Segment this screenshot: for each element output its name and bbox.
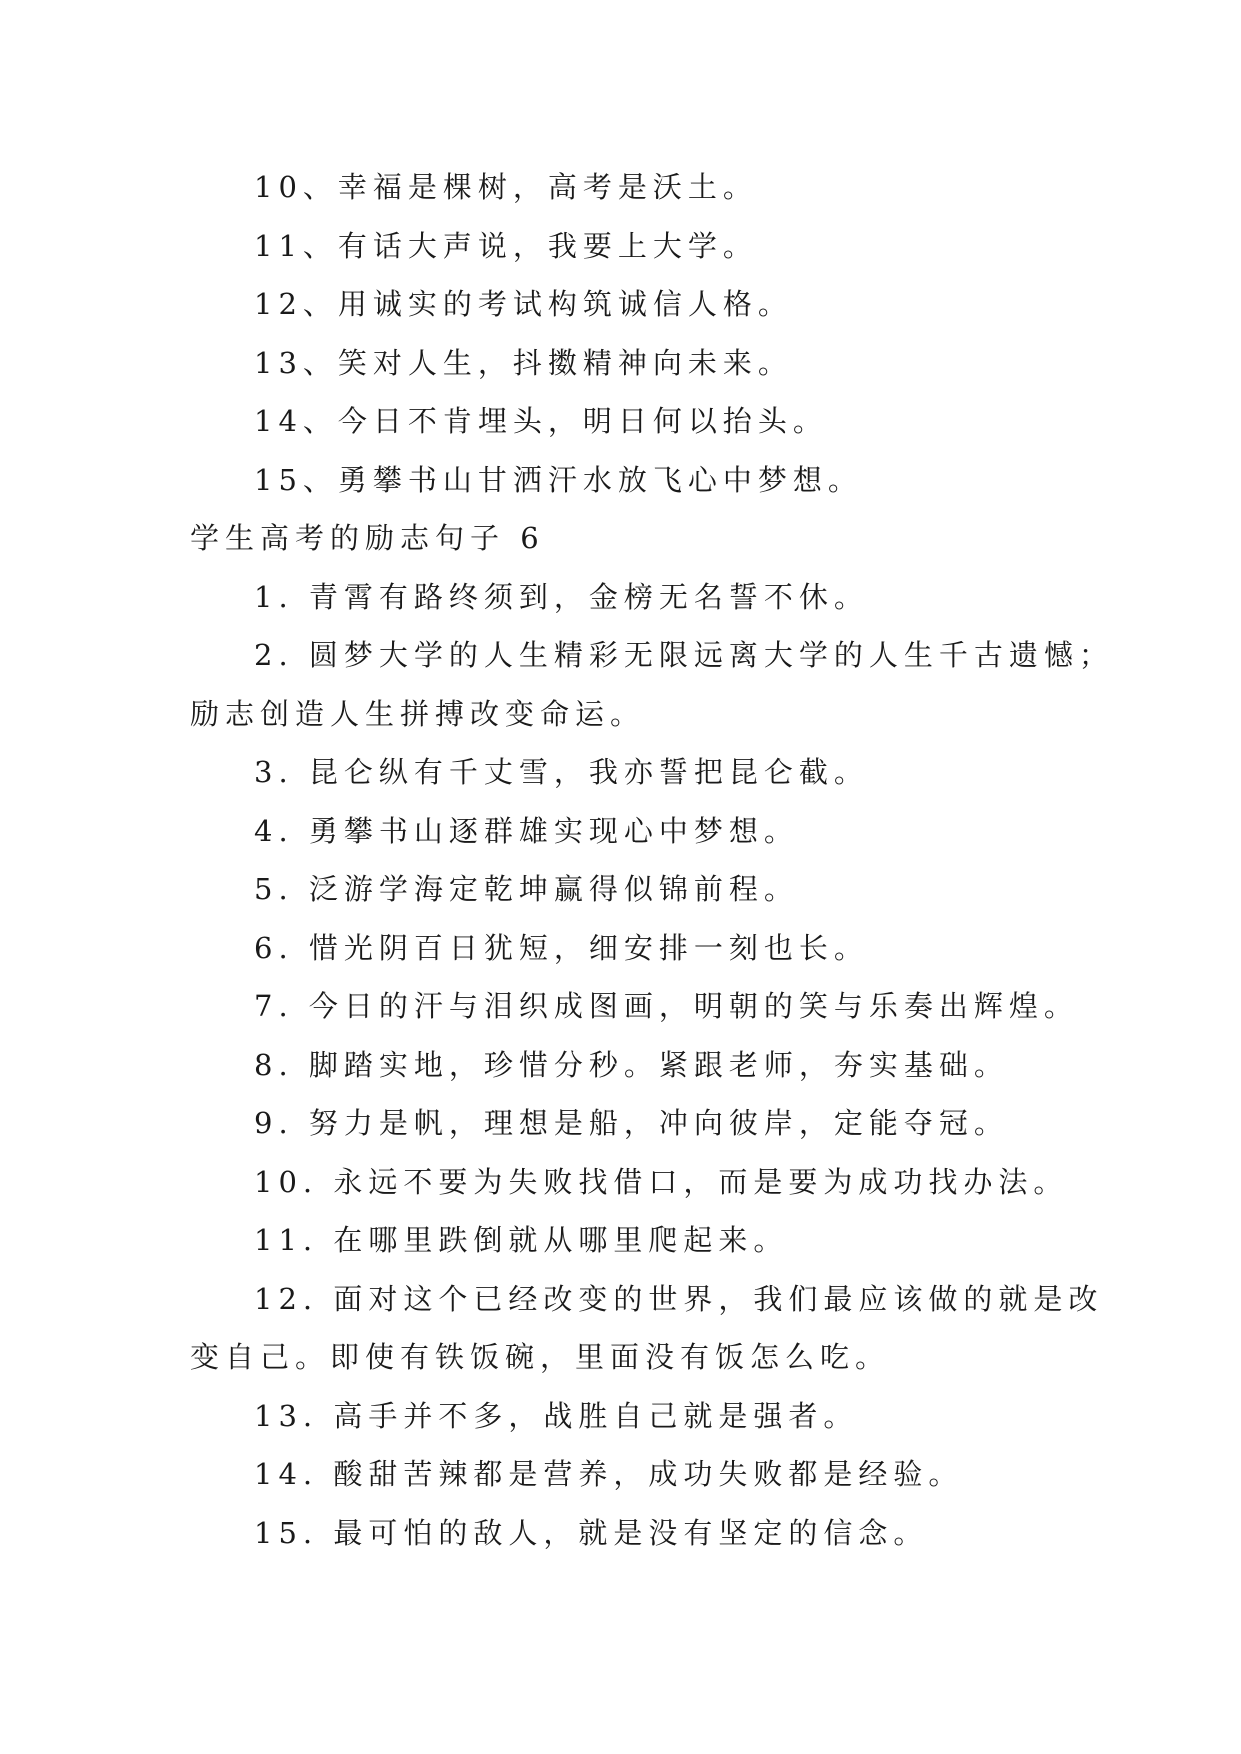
list-item: 9. 努力是帆，理想是船，冲向彼岸，定能夺冠。 xyxy=(254,1106,1009,1140)
list-item: 15. 最可怕的敌人，就是没有坚定的信念。 xyxy=(254,1515,929,1550)
list-item: 8. 脚踏实地，珍惜分秒。紧跟老师，夯实基础。 xyxy=(254,1047,1009,1082)
list-item-continuation: 变自己。即使有铁饭碗，里面没有饭怎么吃。 xyxy=(190,1340,891,1374)
list-item: 12. 面对这个已经改变的世界，我们最应该做的就是改 xyxy=(254,1281,1104,1316)
list-item: 13. 高手并不多，战胜自己就是强者。 xyxy=(254,1398,859,1433)
list-item: 6. 惜光阴百日犹短，细安排一刻也长。 xyxy=(254,930,869,965)
list-item: 15、勇攀书山甘洒汗水放飞心中梦想。 xyxy=(254,462,863,497)
list-item: 11. 在哪里跌倒就从哪里爬起来。 xyxy=(254,1223,789,1257)
list-item: 3. 昆仑纵有千丈雪，我亦誓把昆仑截。 xyxy=(254,755,869,789)
document-body xyxy=(190,158,1114,1562)
list-item: 2. 圆梦大学的人生精彩无限远离大学的人生千古遗憾； xyxy=(254,638,1114,672)
list-item: 4. 勇攀书山逐群雄实现心中梦想。 xyxy=(254,813,799,848)
section-heading: 学生高考的励志句子 6 xyxy=(190,521,545,555)
list-item: 11、有话大声说，我要上大学。 xyxy=(254,228,758,263)
list-item: 10、幸福是棵树，高考是沃土。 xyxy=(254,170,758,204)
list-item: 13、笑对人生，抖擞精神向未来。 xyxy=(254,345,793,380)
list-item: 14、今日不肯埋头，明日何以抬头。 xyxy=(254,404,828,438)
list-item: 10. 永远不要为失败找借口，而是要为成功找办法。 xyxy=(254,1164,1069,1199)
list-item: 1. 青霄有路终须到，金榜无名誓不休。 xyxy=(254,579,869,614)
list-item: 7. 今日的汗与泪织成图画，明朝的笑与乐奏出辉煌。 xyxy=(254,989,1079,1023)
list-item: 5. 泛游学海定乾坤赢得似锦前程。 xyxy=(254,872,799,906)
list-item-continuation: 励志创造人生拼搏改变命运。 xyxy=(190,696,646,731)
list-item: 12、用诚实的考试构筑诚信人格。 xyxy=(254,287,793,321)
list-item: 14. 酸甜苦辣都是营养，成功失败都是经验。 xyxy=(254,1457,964,1491)
